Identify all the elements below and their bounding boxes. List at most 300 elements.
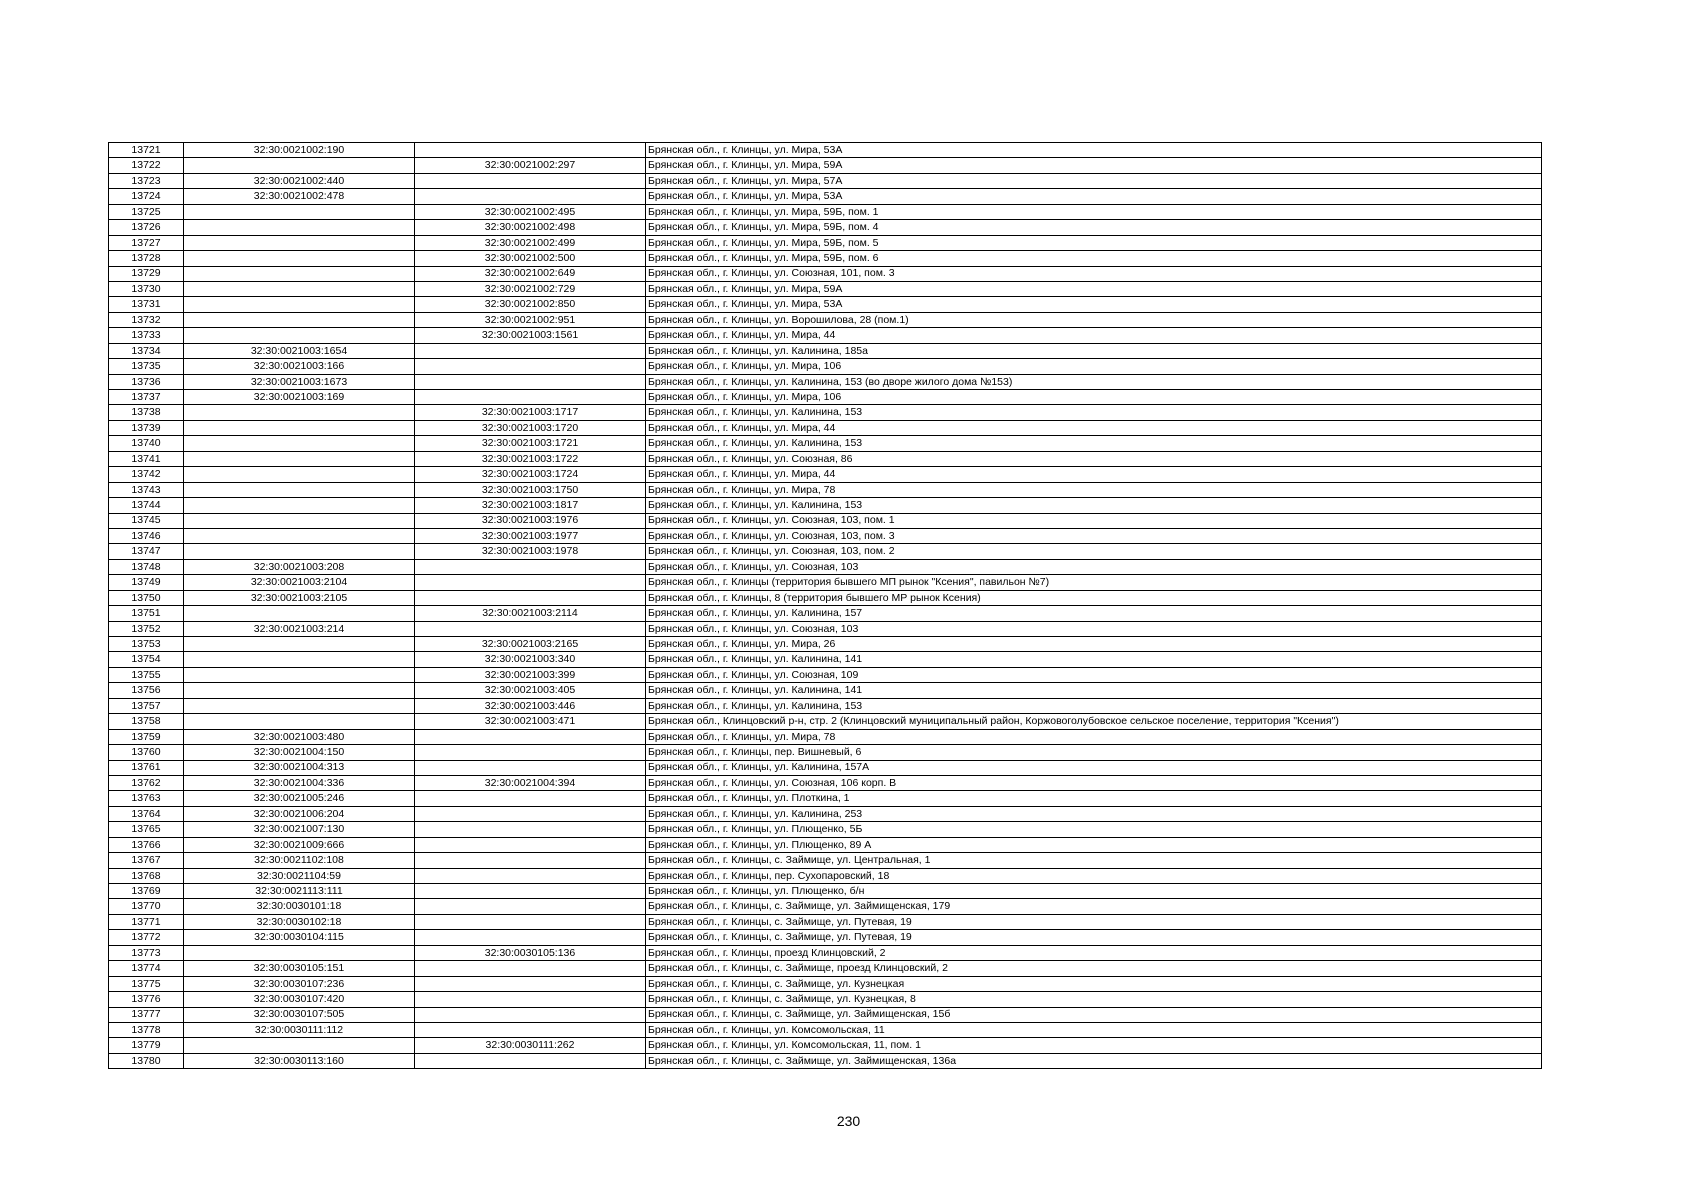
row-number-cell: 13740 <box>109 436 184 451</box>
building-cadastral-number-cell: 32:30:0021003:1724 <box>415 467 646 482</box>
row-number-cell: 13761 <box>109 760 184 775</box>
row-number-cell: 13774 <box>109 961 184 976</box>
address-cell: Брянская обл., г. Клинцы, ул. Союзная, 103 <box>646 621 1542 636</box>
cadastral-number-cell <box>184 328 415 343</box>
address-cell: Брянская обл., г. Клинцы, ул. Мира, 59Б, пом. 6 <box>646 251 1542 266</box>
table-row <box>109 1053 1542 1068</box>
cadastral-number-cell <box>184 436 415 451</box>
row-number-cell: 13780 <box>109 1053 184 1068</box>
address-cell: Брянская обл., г. Клинцы, ул. Калинина, 157А <box>646 760 1542 775</box>
row-number-cell: 13755 <box>109 667 184 682</box>
cadastral-number-cell: 32:30:0030101:18 <box>184 899 415 914</box>
row-number-cell: 13775 <box>109 976 184 991</box>
table-row <box>109 173 1542 188</box>
cadastral-number-cell: 32:30:0021007:130 <box>184 822 415 837</box>
building-cadastral-number-cell: 32:30:0021003:399 <box>415 667 646 682</box>
address-cell: Брянская обл., г. Клинцы, ул. Союзная, 103 <box>646 559 1542 574</box>
building-cadastral-number-cell <box>415 868 646 883</box>
building-cadastral-number-cell: 32:30:0021003:471 <box>415 714 646 729</box>
address-cell: Брянская обл., г. Клинцы (территория бывшего МП рынок "Ксения", павильон №7) <box>646 575 1542 590</box>
table-row <box>109 775 1542 790</box>
building-cadastral-number-cell: 32:30:0021003:2114 <box>415 606 646 621</box>
table-row <box>109 652 1542 667</box>
building-cadastral-number-cell <box>415 791 646 806</box>
row-number-cell: 13750 <box>109 590 184 605</box>
cadastral-number-cell: 32:30:0030104:115 <box>184 930 415 945</box>
cadastre-table <box>108 142 1542 1069</box>
address-cell: Брянская обл., г. Клинцы, ул. Союзная, 101, пом. 3 <box>646 266 1542 281</box>
address-cell: Брянская обл., г. Клинцы, с. Займище, ул. Займищенская, 136а <box>646 1053 1542 1068</box>
cadastral-number-cell <box>184 312 415 327</box>
building-cadastral-number-cell: 32:30:0021003:1817 <box>415 498 646 513</box>
table-row <box>109 220 1542 235</box>
building-cadastral-number-cell <box>415 806 646 821</box>
cadastral-number-cell <box>184 204 415 219</box>
cadastral-number-cell <box>184 698 415 713</box>
row-number-cell: 13728 <box>109 251 184 266</box>
row-number-cell: 13752 <box>109 621 184 636</box>
address-cell: Брянская обл., г. Клинцы, ул. Калинина, 185а <box>646 343 1542 358</box>
cadastral-number-cell <box>184 451 415 466</box>
table-row <box>109 374 1542 389</box>
cadastral-number-cell <box>184 420 415 435</box>
cadastral-number-cell <box>184 544 415 559</box>
cadastral-number-cell <box>184 297 415 312</box>
address-cell: Брянская обл., г. Клинцы, проезд Клинцовский, 2 <box>646 945 1542 960</box>
address-cell: Брянская обл., г. Клинцы, с. Займище, проезд Клинцовский, 2 <box>646 961 1542 976</box>
row-number-cell: 13753 <box>109 637 184 652</box>
table-row <box>109 482 1542 497</box>
building-cadastral-number-cell: 32:30:0021003:446 <box>415 698 646 713</box>
address-cell: Брянская обл., г. Клинцы, ул. Ворошилова, 28 (пом.1) <box>646 312 1542 327</box>
table-row <box>109 513 1542 528</box>
table-row <box>109 281 1542 296</box>
cadastral-number-cell <box>184 266 415 281</box>
address-cell: Брянская обл., г. Клинцы, ул. Мира, 59Б, пом. 5 <box>646 235 1542 250</box>
address-cell: Брянская обл., г. Клинцы, ул. Мира, 57А <box>646 173 1542 188</box>
table-row <box>109 884 1542 899</box>
building-cadastral-number-cell <box>415 1053 646 1068</box>
building-cadastral-number-cell <box>415 143 646 158</box>
table-row <box>109 945 1542 960</box>
address-cell: Брянская обл., г. Клинцы, ул. Мира, 53А <box>646 189 1542 204</box>
building-cadastral-number-cell: 32:30:0021003:1721 <box>415 436 646 451</box>
row-number-cell: 13730 <box>109 281 184 296</box>
building-cadastral-number-cell: 32:30:0021003:1978 <box>415 544 646 559</box>
row-number-cell: 13727 <box>109 235 184 250</box>
cadastral-number-cell: 32:30:0021113:111 <box>184 884 415 899</box>
cadastral-number-cell: 32:30:0021005:246 <box>184 791 415 806</box>
row-number-cell: 13731 <box>109 297 184 312</box>
building-cadastral-number-cell: 32:30:0021002:500 <box>415 251 646 266</box>
table-row <box>109 544 1542 559</box>
address-cell: Брянская обл., г. Клинцы, ул. Мира, 106 <box>646 390 1542 405</box>
cadastral-number-cell <box>184 220 415 235</box>
cadastral-number-cell: 32:30:0021002:478 <box>184 189 415 204</box>
row-number-cell: 13765 <box>109 822 184 837</box>
row-number-cell: 13760 <box>109 745 184 760</box>
cadastral-number-cell <box>184 652 415 667</box>
row-number-cell: 13734 <box>109 343 184 358</box>
cadastral-number-cell: 32:30:0030105:151 <box>184 961 415 976</box>
cadastral-number-cell <box>184 528 415 543</box>
address-cell: Брянская обл., г. Клинцы, 8 (территория бывшего МР рынок Ксения) <box>646 590 1542 605</box>
table-row <box>109 189 1542 204</box>
cadastral-number-cell <box>184 405 415 420</box>
cadastral-number-cell <box>184 1038 415 1053</box>
address-cell: Брянская обл., г. Клинцы, ул. Калинина, 253 <box>646 806 1542 821</box>
address-cell: Брянская обл., г. Клинцы, с. Займище, ул. Кузнецкая, 8 <box>646 992 1542 1007</box>
row-number-cell: 13742 <box>109 467 184 482</box>
building-cadastral-number-cell <box>415 729 646 744</box>
row-number-cell: 13779 <box>109 1038 184 1053</box>
building-cadastral-number-cell <box>415 822 646 837</box>
address-cell: Брянская обл., г. Клинцы, ул. Калинина, 141 <box>646 683 1542 698</box>
row-number-cell: 13763 <box>109 791 184 806</box>
cadastral-number-cell: 32:30:0021003:480 <box>184 729 415 744</box>
table-row <box>109 961 1542 976</box>
table-row <box>109 359 1542 374</box>
cadastral-number-cell: 32:30:0021003:208 <box>184 559 415 574</box>
row-number-cell: 13739 <box>109 420 184 435</box>
row-number-cell: 13772 <box>109 930 184 945</box>
table-row <box>109 451 1542 466</box>
table-row <box>109 1007 1542 1022</box>
table-row <box>109 606 1542 621</box>
cadastral-number-cell <box>184 667 415 682</box>
address-cell: Брянская обл., г. Клинцы, ул. Мира, 44 <box>646 467 1542 482</box>
address-cell: Брянская обл., г. Клинцы, ул. Калинина, 153 (во дворе жилого дома №153) <box>646 374 1542 389</box>
building-cadastral-number-cell: 32:30:0021002:498 <box>415 220 646 235</box>
cadastral-number-cell: 32:30:0021003:2104 <box>184 575 415 590</box>
row-number-cell: 13757 <box>109 698 184 713</box>
row-number-cell: 13751 <box>109 606 184 621</box>
address-cell: Брянская обл., г. Клинцы, с. Займище, ул. Займищенская, 179 <box>646 899 1542 914</box>
row-number-cell: 13747 <box>109 544 184 559</box>
building-cadastral-number-cell <box>415 930 646 945</box>
building-cadastral-number-cell <box>415 899 646 914</box>
building-cadastral-number-cell <box>415 374 646 389</box>
table-body <box>109 143 1542 1069</box>
address-cell: Брянская обл., г. Клинцы, ул. Мира, 78 <box>646 729 1542 744</box>
address-cell: Брянская обл., г. Клинцы, ул. Союзная, 103, пом. 1 <box>646 513 1542 528</box>
table-row <box>109 436 1542 451</box>
building-cadastral-number-cell <box>415 575 646 590</box>
table-row <box>109 143 1542 158</box>
address-cell: Брянская обл., г. Клинцы, ул. Комсомольская, 11, пом. 1 <box>646 1038 1542 1053</box>
building-cadastral-number-cell <box>415 390 646 405</box>
cadastral-number-cell: 32:30:0030102:18 <box>184 914 415 929</box>
cadastral-number-cell <box>184 467 415 482</box>
table-row <box>109 420 1542 435</box>
table-row <box>109 822 1542 837</box>
address-cell: Брянская обл., г. Клинцы, пер. Сухопаровский, 18 <box>646 868 1542 883</box>
building-cadastral-number-cell: 32:30:0021003:405 <box>415 683 646 698</box>
building-cadastral-number-cell: 32:30:0021003:1977 <box>415 528 646 543</box>
table-row <box>109 899 1542 914</box>
address-cell: Брянская обл., г. Клинцы, с. Займище, ул. Путевая, 19 <box>646 914 1542 929</box>
address-cell: Брянская обл., г. Клинцы, с. Займище, ул. Займищенская, 15б <box>646 1007 1542 1022</box>
row-number-cell: 13722 <box>109 158 184 173</box>
cadastral-number-cell: 32:30:0021003:2105 <box>184 590 415 605</box>
cadastral-number-cell <box>184 945 415 960</box>
row-number-cell: 13771 <box>109 914 184 929</box>
address-cell: Брянская обл., г. Клинцы, ул. Мира, 59А <box>646 281 1542 296</box>
table-row <box>109 930 1542 945</box>
address-cell: Брянская обл., г. Клинцы, ул. Плющенко, 89 А <box>646 837 1542 852</box>
table-row <box>109 390 1542 405</box>
building-cadastral-number-cell: 32:30:0021002:297 <box>415 158 646 173</box>
address-cell: Брянская обл., г. Клинцы, ул. Мира, 106 <box>646 359 1542 374</box>
row-number-cell: 13756 <box>109 683 184 698</box>
address-cell: Брянская обл., г. Клинцы, ул. Мира, 59Б, пом. 1 <box>646 204 1542 219</box>
row-number-cell: 13778 <box>109 1022 184 1037</box>
address-cell: Брянская обл., г. Клинцы, ул. Калинина, 153 <box>646 698 1542 713</box>
building-cadastral-number-cell: 32:30:0021002:499 <box>415 235 646 250</box>
building-cadastral-number-cell <box>415 992 646 1007</box>
row-number-cell: 13776 <box>109 992 184 1007</box>
cadastral-number-cell: 32:30:0021009:666 <box>184 837 415 852</box>
cadastral-number-cell: 32:30:0030107:505 <box>184 1007 415 1022</box>
building-cadastral-number-cell <box>415 760 646 775</box>
address-cell: Брянская обл., г. Клинцы, ул. Плоткина, 1 <box>646 791 1542 806</box>
cadastral-number-cell <box>184 714 415 729</box>
row-number-cell: 13769 <box>109 884 184 899</box>
cadastral-number-cell <box>184 158 415 173</box>
table-row <box>109 714 1542 729</box>
table-row <box>109 235 1542 250</box>
address-cell: Брянская обл., г. Клинцы, с. Займище, ул. Путевая, 19 <box>646 930 1542 945</box>
cadastral-number-cell: 32:30:0030107:236 <box>184 976 415 991</box>
building-cadastral-number-cell <box>415 343 646 358</box>
page-number: 230 <box>836 1113 861 1129</box>
building-cadastral-number-cell <box>415 173 646 188</box>
building-cadastral-number-cell <box>415 359 646 374</box>
table-row <box>109 667 1542 682</box>
cadastral-number-cell <box>184 637 415 652</box>
building-cadastral-number-cell <box>415 1007 646 1022</box>
table-row <box>109 158 1542 173</box>
cadastral-number-cell: 32:30:0021003:1673 <box>184 374 415 389</box>
row-number-cell: 13737 <box>109 390 184 405</box>
cadastral-number-cell: 32:30:0030111:112 <box>184 1022 415 1037</box>
cadastral-number-cell <box>184 482 415 497</box>
table-row <box>109 343 1542 358</box>
address-cell: Брянская обл., г. Клинцы, ул. Мира, 44 <box>646 420 1542 435</box>
row-number-cell: 13741 <box>109 451 184 466</box>
building-cadastral-number-cell: 32:30:0021004:394 <box>415 775 646 790</box>
table-row <box>109 590 1542 605</box>
address-cell: Брянская обл., г. Клинцы, с. Займище, ул. Кузнецкая <box>646 976 1542 991</box>
building-cadastral-number-cell: 32:30:0021002:850 <box>415 297 646 312</box>
table-row <box>109 745 1542 760</box>
cadastral-number-cell: 32:30:0021104:59 <box>184 868 415 883</box>
building-cadastral-number-cell <box>415 853 646 868</box>
cadastral-number-cell: 32:30:0021003:169 <box>184 390 415 405</box>
address-cell: Брянская обл., г. Клинцы, ул. Союзная, 103, пом. 2 <box>646 544 1542 559</box>
table-row <box>109 791 1542 806</box>
building-cadastral-number-cell: 32:30:0021003:1976 <box>415 513 646 528</box>
row-number-cell: 13758 <box>109 714 184 729</box>
address-cell: Брянская обл., г. Клинцы, ул. Союзная, 103, пом. 3 <box>646 528 1542 543</box>
cadastral-number-cell: 32:30:0021003:166 <box>184 359 415 374</box>
cadastral-number-cell <box>184 606 415 621</box>
row-number-cell: 13767 <box>109 853 184 868</box>
table-row <box>109 528 1542 543</box>
address-cell: Брянская обл., г. Клинцы, ул. Мира, 53А <box>646 143 1542 158</box>
row-number-cell: 13762 <box>109 775 184 790</box>
address-cell: Брянская обл., г. Клинцы, ул. Мира, 44 <box>646 328 1542 343</box>
address-cell: Брянская обл., г. Клинцы, ул. Мира, 53А <box>646 297 1542 312</box>
cadastral-number-cell: 32:30:0021002:440 <box>184 173 415 188</box>
row-number-cell: 13749 <box>109 575 184 590</box>
table-row <box>109 853 1542 868</box>
table-row <box>109 266 1542 281</box>
table-row <box>109 559 1542 574</box>
building-cadastral-number-cell: 32:30:0021003:1750 <box>415 482 646 497</box>
building-cadastral-number-cell <box>415 590 646 605</box>
address-cell: Брянская обл., г. Клинцы, ул. Мира, 78 <box>646 482 1542 497</box>
table-row <box>109 976 1542 991</box>
table-row <box>109 498 1542 513</box>
building-cadastral-number-cell: 32:30:0030105:136 <box>415 945 646 960</box>
row-number-cell: 13764 <box>109 806 184 821</box>
table-row <box>109 467 1542 482</box>
address-cell: Брянская обл., г. Клинцы, ул. Плющенко, б/н <box>646 884 1542 899</box>
building-cadastral-number-cell <box>415 1022 646 1037</box>
address-cell: Брянская обл., г. Клинцы, ул. Калинина, 153 <box>646 498 1542 513</box>
cadastral-number-cell <box>184 683 415 698</box>
table-row <box>109 251 1542 266</box>
building-cadastral-number-cell <box>415 961 646 976</box>
building-cadastral-number-cell <box>415 976 646 991</box>
address-cell: Брянская обл., г. Клинцы, ул. Калинина, 153 <box>646 405 1542 420</box>
table-row <box>109 914 1542 929</box>
row-number-cell: 13746 <box>109 528 184 543</box>
building-cadastral-number-cell: 32:30:0021002:495 <box>415 204 646 219</box>
address-cell: Брянская обл., г. Клинцы, ул. Комсомольская, 11 <box>646 1022 1542 1037</box>
table-row <box>109 1022 1542 1037</box>
address-cell: Брянская обл., г. Клинцы, ул. Союзная, 106 корп. В <box>646 775 1542 790</box>
table-row <box>109 328 1542 343</box>
address-cell: Брянская обл., г. Клинцы, пер. Вишневый, 6 <box>646 745 1542 760</box>
row-number-cell: 13744 <box>109 498 184 513</box>
row-number-cell: 13754 <box>109 652 184 667</box>
row-number-cell: 13745 <box>109 513 184 528</box>
cadastral-number-cell <box>184 251 415 266</box>
building-cadastral-number-cell <box>415 189 646 204</box>
table-row <box>109 204 1542 219</box>
row-number-cell: 13723 <box>109 173 184 188</box>
table-row <box>109 683 1542 698</box>
row-number-cell: 13777 <box>109 1007 184 1022</box>
row-number-cell: 13759 <box>109 729 184 744</box>
address-cell: Брянская обл., г. Клинцы, ул. Мира, 26 <box>646 637 1542 652</box>
building-cadastral-number-cell: 32:30:0021003:1722 <box>415 451 646 466</box>
row-number-cell: 13724 <box>109 189 184 204</box>
cadastral-number-cell: 32:30:0021004:313 <box>184 760 415 775</box>
building-cadastral-number-cell: 32:30:0021002:951 <box>415 312 646 327</box>
address-cell: Брянская обл., г. Клинцы, ул. Калинина, 141 <box>646 652 1542 667</box>
building-cadastral-number-cell <box>415 914 646 929</box>
building-cadastral-number-cell: 32:30:0021002:729 <box>415 281 646 296</box>
cadastral-number-cell: 32:30:0030113:160 <box>184 1053 415 1068</box>
building-cadastral-number-cell <box>415 559 646 574</box>
cadastral-number-cell <box>184 513 415 528</box>
row-number-cell: 13770 <box>109 899 184 914</box>
cadastral-number-cell: 32:30:0021002:190 <box>184 143 415 158</box>
building-cadastral-number-cell <box>415 745 646 760</box>
address-cell: Брянская обл., г. Клинцы, ул. Мира, 59А <box>646 158 1542 173</box>
table-row <box>109 621 1542 636</box>
row-number-cell: 13768 <box>109 868 184 883</box>
table-row <box>109 868 1542 883</box>
address-cell: Брянская обл., Клинцовский р-н, стр. 2 (Клинцовский муниципальный район, Коржовоголубовское сельское поселение, территория "Ксения") <box>646 714 1542 729</box>
cadastral-number-cell: 32:30:0021006:204 <box>184 806 415 821</box>
row-number-cell: 13743 <box>109 482 184 497</box>
table-row <box>109 575 1542 590</box>
cadastral-number-cell: 32:30:0021003:214 <box>184 621 415 636</box>
row-number-cell: 13729 <box>109 266 184 281</box>
cadastral-number-cell <box>184 281 415 296</box>
building-cadastral-number-cell: 32:30:0030111:262 <box>415 1038 646 1053</box>
address-cell: Брянская обл., г. Клинцы, с. Займище, ул. Центральная, 1 <box>646 853 1542 868</box>
row-number-cell: 13736 <box>109 374 184 389</box>
row-number-cell: 13766 <box>109 837 184 852</box>
building-cadastral-number-cell: 32:30:0021003:340 <box>415 652 646 667</box>
row-number-cell: 13738 <box>109 405 184 420</box>
table-row <box>109 806 1542 821</box>
building-cadastral-number-cell <box>415 621 646 636</box>
row-number-cell: 13726 <box>109 220 184 235</box>
building-cadastral-number-cell: 32:30:0021002:649 <box>415 266 646 281</box>
table-row <box>109 405 1542 420</box>
row-number-cell: 13725 <box>109 204 184 219</box>
row-number-cell: 13721 <box>109 143 184 158</box>
building-cadastral-number-cell: 32:30:0021003:1561 <box>415 328 646 343</box>
address-cell: Брянская обл., г. Клинцы, ул. Союзная, 109 <box>646 667 1542 682</box>
address-cell: Брянская обл., г. Клинцы, ул. Плющенко, 5Б <box>646 822 1542 837</box>
building-cadastral-number-cell: 32:30:0021003:1717 <box>415 405 646 420</box>
row-number-cell: 13773 <box>109 945 184 960</box>
table-row <box>109 698 1542 713</box>
cadastral-number-cell <box>184 498 415 513</box>
cadastral-number-cell: 32:30:0021004:150 <box>184 745 415 760</box>
table-row <box>109 760 1542 775</box>
cadastral-number-cell: 32:30:0021004:336 <box>184 775 415 790</box>
row-number-cell: 13732 <box>109 312 184 327</box>
table-row <box>109 729 1542 744</box>
table-row <box>109 297 1542 312</box>
table-row <box>109 1038 1542 1053</box>
cadastral-number-cell: 32:30:0030107:420 <box>184 992 415 1007</box>
cadastral-number-cell: 32:30:0021102:108 <box>184 853 415 868</box>
building-cadastral-number-cell <box>415 837 646 852</box>
building-cadastral-number-cell: 32:30:0021003:2165 <box>415 637 646 652</box>
address-cell: Брянская обл., г. Клинцы, ул. Мира, 59Б, пом. 4 <box>646 220 1542 235</box>
table-row <box>109 837 1542 852</box>
address-cell: Брянская обл., г. Клинцы, ул. Калинина, 157 <box>646 606 1542 621</box>
table-row <box>109 992 1542 1007</box>
cadastral-number-cell <box>184 235 415 250</box>
table-row <box>109 637 1542 652</box>
address-cell: Брянская обл., г. Клинцы, ул. Калинина, 153 <box>646 436 1542 451</box>
row-number-cell: 13735 <box>109 359 184 374</box>
building-cadastral-number-cell: 32:30:0021003:1720 <box>415 420 646 435</box>
cadastral-number-cell: 32:30:0021003:1654 <box>184 343 415 358</box>
building-cadastral-number-cell <box>415 884 646 899</box>
row-number-cell: 13733 <box>109 328 184 343</box>
